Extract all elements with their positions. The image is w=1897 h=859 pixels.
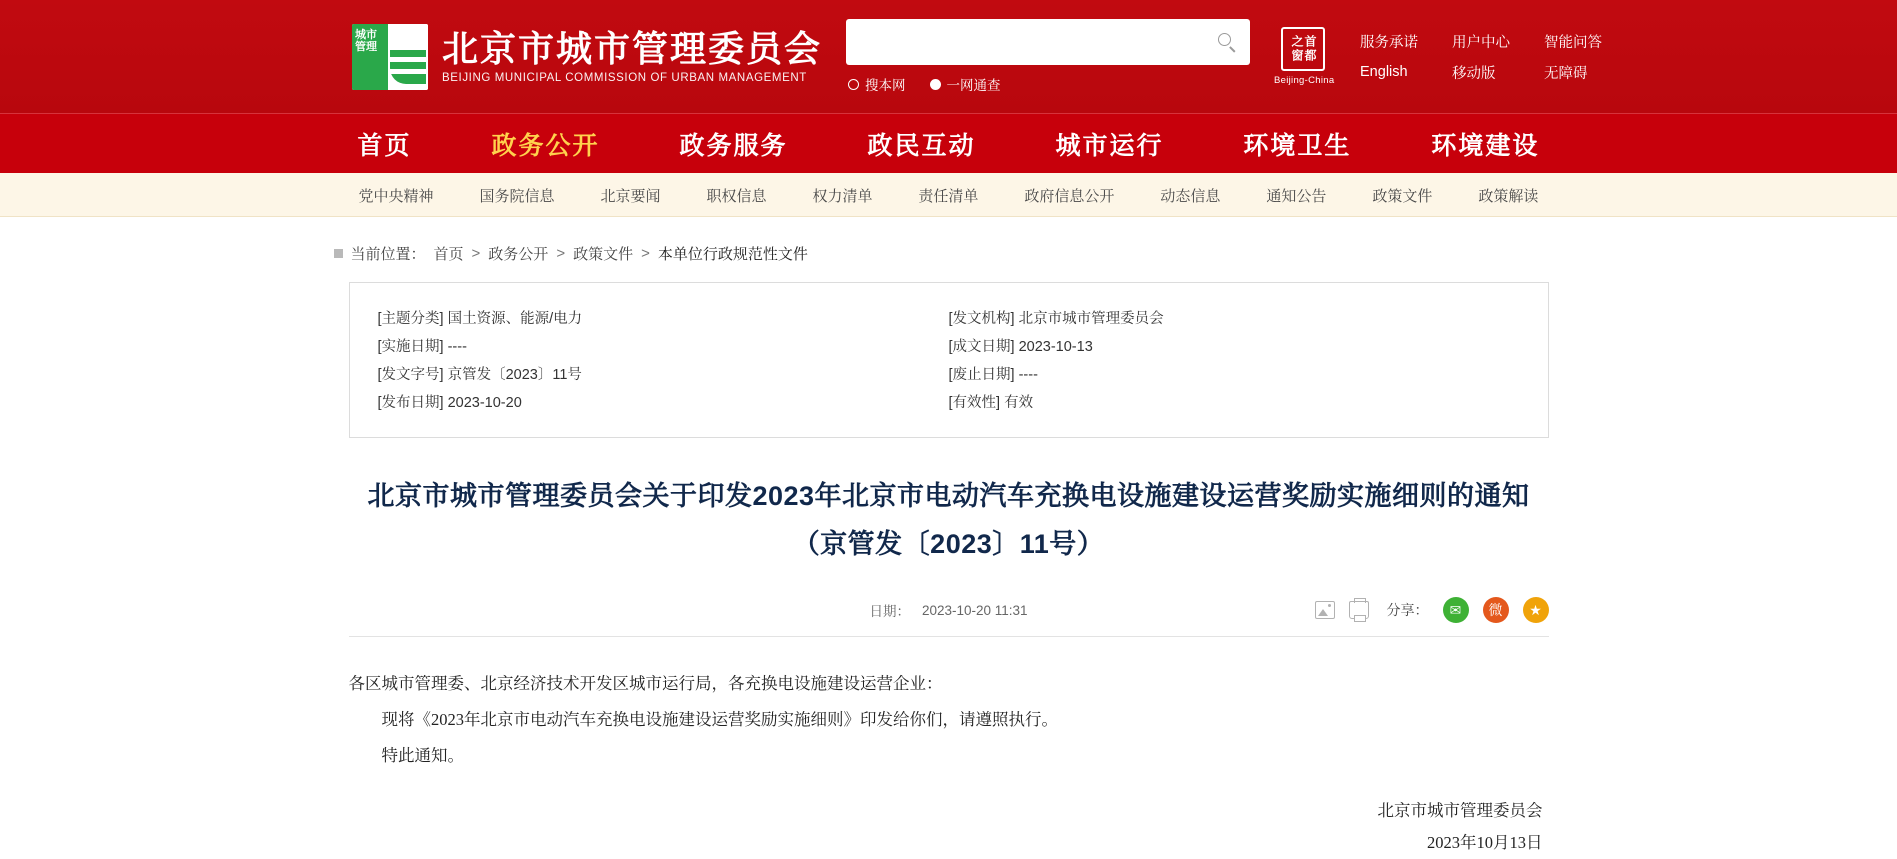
article-paragraph: 各区城市管理委、北京经济技术开发区城市运行局，各充换电设施建设运营企业： <box>348 674 943 693</box>
subnav-item-state-council[interactable]: 国务院信息 <box>479 187 555 205</box>
favorite-share-icon[interactable]: ★ <box>1523 597 1549 623</box>
nav-item-government-affairs[interactable]: 政务公开 <box>491 132 600 160</box>
metadata-value-issuing-agency: 北京市城市管理委员会 <box>1018 311 1164 327</box>
metadata-key-effective-date: [实施日期] <box>377 339 444 355</box>
search-area <box>846 19 1250 94</box>
metadata-row <box>378 333 949 361</box>
radio-unselected-icon <box>848 79 859 90</box>
weibo-share-icon[interactable]: 微 <box>1483 597 1509 623</box>
article-paragraph: 特此通知。 <box>381 746 464 765</box>
metadata-key-completion-date: [成文日期] <box>948 339 1015 355</box>
header-link-english[interactable]: English <box>1360 64 1408 80</box>
search-scope-site-label: 搜本网 <box>865 78 906 93</box>
document-metadata <box>349 282 1549 438</box>
wechat-share-icon[interactable]: ✉ <box>1443 597 1469 623</box>
breadcrumb-item-home[interactable]: 首页 <box>433 246 464 263</box>
breadcrumb-separator: > <box>556 245 566 262</box>
breadcrumb <box>334 217 1564 272</box>
subnav-item-authority-info[interactable]: 职权信息 <box>706 187 767 205</box>
subnav-item-dynamic-info[interactable]: 动态信息 <box>1160 187 1221 205</box>
site-title-cn: 北京市城市管理委员会 <box>442 27 823 69</box>
article-body <box>349 637 1549 773</box>
sub-nav <box>0 173 1897 217</box>
beijing-seal-caption: Beijing-China <box>1274 75 1335 86</box>
metadata-value-effective-date: ---- <box>447 339 467 355</box>
header-link-mobile[interactable]: 移动版 <box>1452 65 1496 82</box>
metadata-value-subject-category: 国土资源、能源/电力 <box>447 311 583 327</box>
main-nav <box>0 113 1897 173</box>
search-input[interactable] <box>858 22 1216 62</box>
metadata-row <box>949 389 1520 417</box>
nav-item-environmental-sanitation[interactable]: 环境卫生 <box>1243 132 1352 160</box>
article-title-line-2: （京管发〔2023〕11号） <box>792 529 1105 559</box>
metadata-key-document-number: [发文字号] <box>377 367 444 383</box>
subnav-item-responsibility-list[interactable]: 责任清单 <box>918 187 979 205</box>
search-scope-options <box>846 74 1250 94</box>
beijing-seal-text: 首都之窗 <box>1290 35 1318 63</box>
subnav-item-beijing-news[interactable]: 北京要闻 <box>600 187 661 205</box>
metadata-key-abolish-date: [废止日期] <box>948 367 1015 383</box>
header-link-accessibility[interactable]: 无障碍 <box>1544 65 1588 82</box>
header-link-smart-qa[interactable]: 智能问答 <box>1544 34 1603 51</box>
subnav-item-policy-documents[interactable]: 政策文件 <box>1372 187 1433 205</box>
subnav-item-party-spirit[interactable]: 党中央精神 <box>358 187 434 205</box>
breadcrumb-current: 本单位行政规范性文件 <box>657 246 808 263</box>
metadata-row <box>949 361 1520 389</box>
nav-item-government-services[interactable]: 政务服务 <box>679 132 788 160</box>
site-logo[interactable] <box>352 24 822 90</box>
search-icon[interactable] <box>1216 31 1238 53</box>
search-scope-site[interactable] <box>848 74 906 94</box>
subnav-item-policy-interpretation[interactable]: 政策解读 <box>1478 187 1539 205</box>
nav-item-home[interactable]: 首页 <box>357 132 412 160</box>
commission-logo-icon <box>352 24 428 90</box>
article-signature <box>349 795 1549 859</box>
breadcrumb-marker-icon <box>334 249 343 258</box>
metadata-row <box>378 361 949 389</box>
radio-selected-icon <box>930 79 941 90</box>
metadata-row <box>378 305 949 333</box>
header-link-user-center[interactable]: 用户中心 <box>1452 34 1511 51</box>
signature-organization: 北京市城市管理委员会 <box>1377 801 1543 820</box>
breadcrumb-separator: > <box>641 245 650 262</box>
beijing-gov-badge[interactable] <box>1274 27 1335 86</box>
header-link-service-promise[interactable]: 服务承诺 <box>1360 34 1419 51</box>
signature-date: 2023年10月13日 <box>1427 833 1543 852</box>
metadata-key-validity: [有效性] <box>948 395 1001 411</box>
article-title-line-1: 北京市城市管理委员会关于印发2023年北京市电动汽车充换电设施建设运营奖励实施细则的通知 <box>367 481 1530 511</box>
article-paragraph: 现将《2023年北京市电动汽车充换电设施建设运营奖励实施细则》印发给你们，请遵照执行。 <box>381 710 1058 729</box>
breadcrumb-item-policy-documents[interactable]: 政策文件 <box>573 246 634 263</box>
subnav-item-power-list[interactable]: 权力清单 <box>812 187 873 205</box>
metadata-value-abolish-date: ---- <box>1018 367 1038 383</box>
search-box[interactable] <box>846 19 1250 65</box>
nav-item-city-operation[interactable]: 城市运行 <box>1055 132 1164 160</box>
nav-item-environmental-construction[interactable]: 环境建设 <box>1431 132 1540 160</box>
site-header <box>0 0 1897 113</box>
nav-item-public-interaction[interactable]: 政民互动 <box>867 132 976 160</box>
metadata-key-issuing-agency: [发文机构] <box>948 311 1015 327</box>
print-icon[interactable] <box>1349 601 1369 619</box>
article-toolbar <box>349 590 1549 630</box>
metadata-key-publish-date: [发布日期] <box>377 395 444 411</box>
metadata-value-validity: 有效 <box>1004 395 1034 411</box>
logo-badge-text: 城市管理 <box>355 28 377 53</box>
metadata-value-completion-date: 2023-10-13 <box>1018 339 1093 355</box>
article-tools <box>1315 597 1549 623</box>
breadcrumb-prefix: 当前位置： <box>350 246 426 263</box>
article <box>349 438 1549 630</box>
metadata-row <box>378 389 949 417</box>
metadata-value-document-number: 京管发〔2023〕11号 <box>447 367 582 383</box>
metadata-left-column <box>378 305 949 417</box>
search-scope-network-label: 一网通查 <box>946 78 1001 93</box>
image-icon[interactable] <box>1315 601 1335 619</box>
subnav-item-announcements[interactable]: 通知公告 <box>1266 187 1327 205</box>
search-scope-network[interactable] <box>930 74 1001 94</box>
subnav-item-gov-info-disclosure[interactable]: 政府信息公开 <box>1024 187 1115 205</box>
header-links <box>1360 31 1602 83</box>
breadcrumb-separator: > <box>471 245 481 262</box>
metadata-value-publish-date: 2023-10-20 <box>447 395 522 411</box>
metadata-row <box>949 305 1520 333</box>
metadata-key-subject-category: [主题分类] <box>377 311 444 327</box>
metadata-right-column <box>949 305 1520 417</box>
article-date <box>869 600 1027 620</box>
metadata-row <box>949 333 1520 361</box>
page-title <box>349 472 1549 568</box>
article-date-value: 2023-10-20 11:31 <box>921 602 1028 618</box>
article-date-label: 日期： <box>869 604 910 619</box>
beijing-seal-icon <box>1281 27 1325 71</box>
breadcrumb-item-government-affairs[interactable]: 政务公开 <box>488 246 549 263</box>
share-label: 分享： <box>1386 602 1429 618</box>
site-title-en: BEIJING MUNICIPAL COMMISSION OF URBAN MANAGEMENT <box>442 71 807 84</box>
